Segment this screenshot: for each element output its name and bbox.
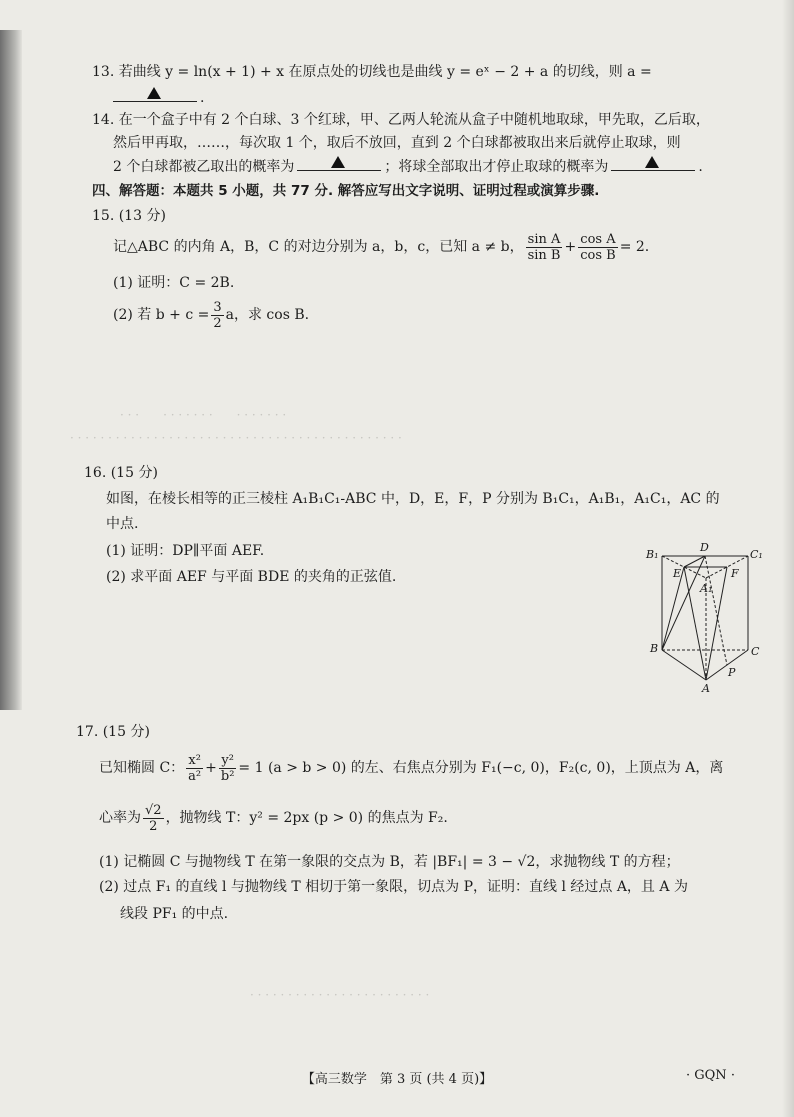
page-footer: 【高三数学 第 3 页 (共 4 页)】 [301, 1072, 493, 1087]
show-through-text: · · · · · · · · · · · · · · · · · · · · · · · · · · · · · · · · · · · · · · · · · · · · [70, 431, 402, 445]
label-P: P [728, 666, 736, 679]
scan-shadow-left [0, 30, 22, 710]
q17-fraction-eccentricity: $\frac{√2}{2}$ [145, 802, 162, 834]
q17-fraction-y: $\frac{\text{y²}}{\text{b²}}$ [220, 752, 235, 784]
q16-stem2: 中点. [106, 516, 139, 532]
q17-head: 17. (15 分) [76, 724, 150, 740]
q16-part1: (1) 证明：DP∥平面 AEF. [106, 543, 265, 559]
q14-part-b: ；将球全部取出才停止取球的概率为 [384, 159, 609, 175]
label-B: B [650, 642, 659, 655]
q14-blank-2 [611, 158, 695, 171]
q13-answer-blank [113, 89, 197, 102]
q15-stem-text: 记△ABC 的内角 A，B，C 的对边分别为 a，b，c，已知 a ≠ b， [113, 239, 524, 255]
footer-code: · GQN · [686, 1068, 735, 1083]
q15-head: 15. (13 分) [92, 208, 166, 224]
q14-blank-1 [297, 158, 381, 171]
q17-part2-cont: 线段 PF₁ 的中点. [120, 906, 229, 922]
q13-line1: 13. 若曲线 y = ln(x + 1) + x 在原点处的切线也是曲线 y = eˣ − 2 + a 的切线，则 a = [92, 64, 652, 80]
q16-stem1: 如图，在棱长相等的正三棱柱 A₁B₁C₁-ABC 中，D，E，F，P 分别为 B₁C₁，A₁B₁，A₁C₁，AC 的 [106, 491, 720, 507]
q14-end: . [698, 159, 703, 175]
label-D: D [700, 541, 709, 554]
label-A1: A₁ [700, 582, 713, 595]
q15-fraction-cos: $\frac{\text{cos A}}{\text{cos B}}$ [580, 231, 616, 263]
q17-stem2: 心率为 $\frac{√2}{2}$ ，抛物线 T：y² = 2px (p > 0) 的焦点为 F₂. [99, 802, 448, 834]
q15-fraction-sin: $\frac{\text{sin A}}{\text{sin B}}$ [527, 231, 561, 263]
q15-part1: (1) 证明：C = 2B. [113, 275, 235, 291]
label-C1: C₁ [750, 548, 763, 561]
label-C: C [751, 645, 760, 658]
prism-figure [644, 540, 764, 695]
label-A: A [702, 682, 710, 695]
q17-stem1: 已知椭圆 C： $\frac{\text{x²}}{\text{a²}}$ + $\frac{\text{y²}}{\text{b²}}$ = 1 (a > b > 0) 的左、右焦点分别为 F₁(−c, 0)，F₂(c, 0)，上顶点为 A，离 [99, 752, 724, 784]
scan-shadow-right [782, 0, 794, 1117]
q15-stem: 记△ABC 的内角 A，B，C 的对边分别为 a，b，c，已知 a ≠ b， $\frac{\text{sin A}}{\text{sin B}}$ + $\frac{\text{cos A}}{\text{cos B}}$ = 2. [113, 231, 650, 263]
show-through-text: · · · · · · · · · · · · · · · · · · · · · · · · [250, 988, 430, 1002]
label-B1: B₁ [646, 548, 659, 561]
edge-BA [662, 650, 706, 680]
q17-part1: (1) 记椭圆 C 与抛物线 T 在第一象限的交点为 B，若 |BF₁| = 3 − √2，求抛物线 T 的方程； [99, 854, 680, 870]
q17-part2: (2) 过点 F₁ 的直线 l 与抛物线 T 相切于第一象限，切点为 P，证明：直线 l 经过点 A，且 A 为 [99, 879, 688, 895]
triangle-marker-icon [147, 87, 161, 99]
q16-head: 16. (15 分) [84, 465, 158, 481]
q14-part-a: 2 个白球都被乙取出的概率为 [113, 159, 295, 175]
triangle-marker-icon [645, 156, 659, 168]
q16-part2: (2) 求平面 AEF 与平面 BDE 的夹角的正弦值. [106, 569, 397, 585]
section-heading: 四、解答题：本题共 5 小题，共 77 分. 解答应写出文字说明、证明过程或演算步骤. [92, 183, 600, 199]
q14-line1: 14. 在一个盒子中有 2 个白球、3 个红球，甲、乙两人轮流从盒子中随机地取球，甲先取，乙后取， [92, 112, 710, 128]
label-E: E [673, 567, 682, 580]
label-F: F [731, 567, 739, 580]
q14-line3 [113, 157, 703, 177]
segment-DE [684, 556, 705, 567]
triangle-marker-icon [331, 156, 345, 168]
q14-line2: 然后甲再取，……，每次取 1 个，取后不放回，直到 2 个白球都被取出来后就停止取球，则 [113, 135, 681, 151]
q17-fraction-x: $\frac{\text{x²}}{\text{a²}}$ [188, 752, 202, 784]
q13-line2 [113, 88, 204, 108]
q15-part2: (2) 若 b + c = $\frac{3}{2}$ a，求 cos B. [113, 299, 310, 331]
show-through-text: · · · · · · · · · · · · · · · · · [120, 408, 287, 422]
q13-end: . [200, 90, 205, 106]
q15-fraction-three-halves: $\frac{3}{2}$ [213, 299, 222, 331]
